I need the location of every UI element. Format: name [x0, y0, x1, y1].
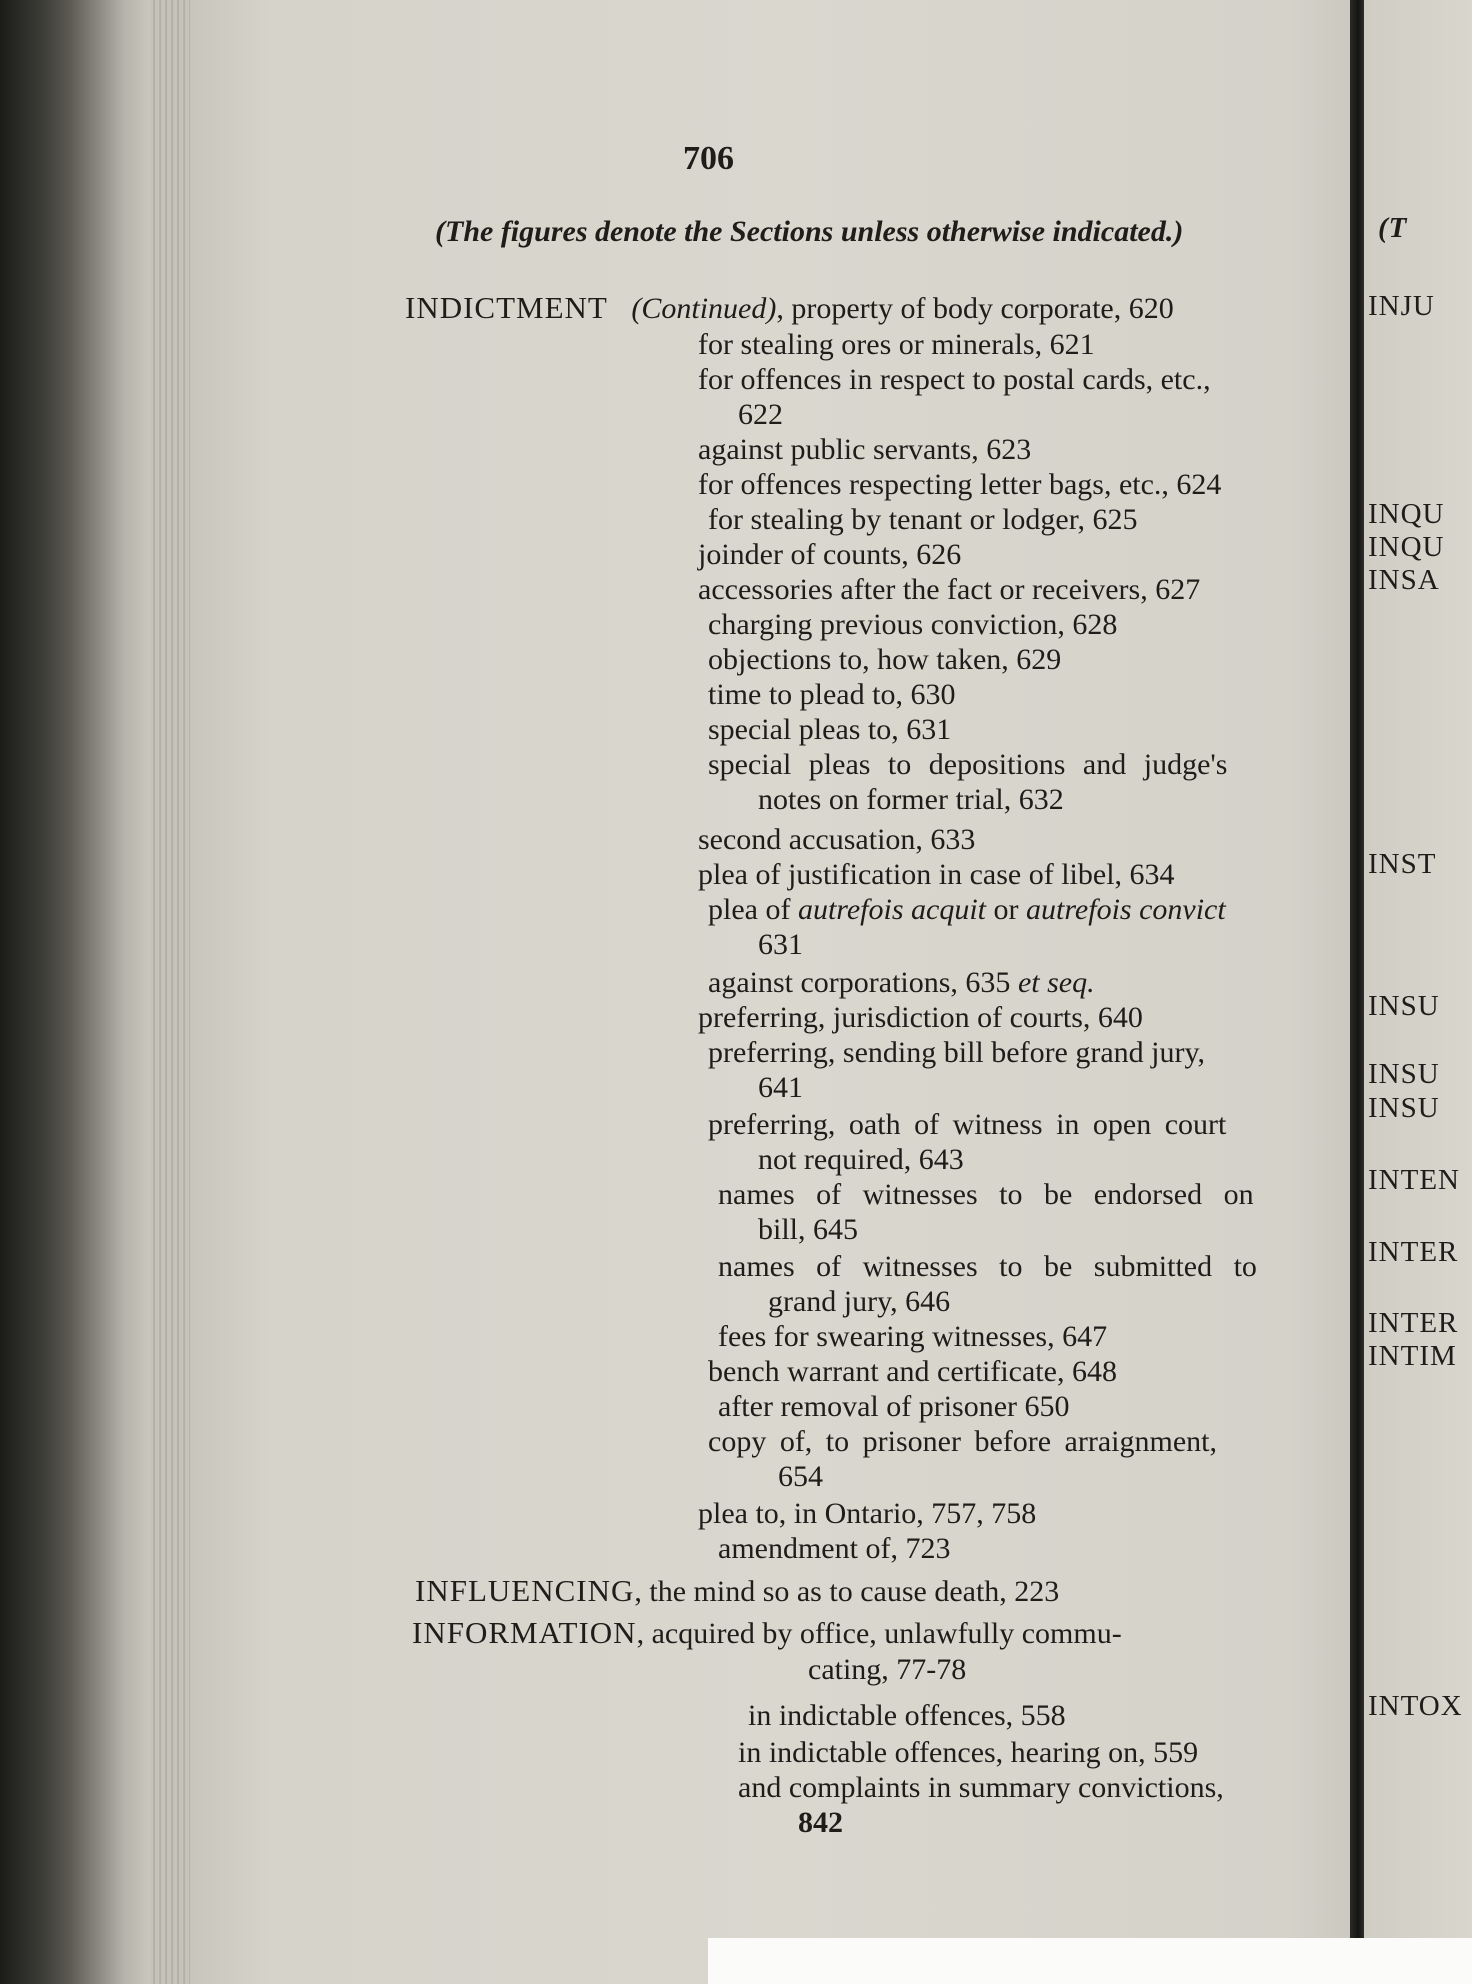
- index-entry: in indictable offences, hearing on, 559: [738, 1736, 1199, 1769]
- facing-fragment: INTOX: [1368, 1690, 1463, 1722]
- index-entry: amendment of, 723: [718, 1532, 951, 1565]
- facing-fragment: INQU: [1368, 498, 1445, 530]
- book-gutter: [1350, 0, 1364, 1984]
- facing-fragment: INTIM: [1368, 1340, 1457, 1372]
- index-entry: names of witnesses to be endorsed on: [718, 1178, 1254, 1211]
- index-entry: 842: [798, 1806, 843, 1839]
- index-entry: and complaints in summary convictions,: [738, 1771, 1224, 1804]
- corporations-text: against corporations, 635: [708, 966, 1018, 999]
- index-entry: 654: [778, 1460, 823, 1493]
- book-spine: [0, 0, 150, 1984]
- facing-fragment: INSU: [1368, 1092, 1440, 1124]
- influencing-text: , the mind so as to cause death, 223: [634, 1575, 1060, 1608]
- index-entry: copy of, to prisoner before arraignment,: [708, 1425, 1217, 1458]
- index-entry: special pleas to depositions and judge's: [708, 748, 1228, 781]
- indictment-first-entry: , property of body corporate, 620: [776, 292, 1174, 325]
- index-entry: accessories after the fact or receivers, 627: [698, 573, 1201, 606]
- index-entry: charging previous conviction, 628: [708, 608, 1118, 641]
- index-entry: plea of justification in case of libel, 634: [698, 858, 1175, 891]
- facing-fragment: INSU: [1368, 990, 1440, 1022]
- facing-fragment: INTER: [1368, 1307, 1459, 1339]
- index-entry: cating, 77-78: [808, 1653, 967, 1686]
- indictment-heading-line: [405, 290, 1174, 326]
- facing-fragment: INST: [1368, 848, 1437, 880]
- corporations-entry: [708, 965, 1095, 1000]
- page-edges: [150, 0, 190, 1984]
- index-entry: after removal of prisoner 650: [718, 1390, 1070, 1423]
- influencing-line: [415, 1573, 1059, 1609]
- index-entry: 641: [758, 1071, 803, 1104]
- index-entry: for stealing ores or minerals, 621: [698, 328, 1095, 361]
- index-entry: time to plead to, 630: [708, 678, 956, 711]
- autrefois-middle: or: [986, 893, 1027, 926]
- facing-page: [1364, 0, 1472, 1984]
- index-entry: 622: [738, 398, 783, 431]
- index-entry: grand jury, 646: [768, 1285, 951, 1318]
- index-entry: preferring, jurisdiction of courts, 640: [698, 1001, 1143, 1034]
- corporations-suffix: et seq.: [1017, 966, 1095, 999]
- index-entry: against public servants, 623: [698, 433, 1032, 466]
- information-text: , acquired by office, unlawfully commu-: [636, 1617, 1122, 1650]
- index-entry: objections to, how taken, 629: [708, 643, 1062, 676]
- facing-fragment: INSA: [1368, 564, 1440, 596]
- information-line: [412, 1615, 1122, 1651]
- scan-margin-patch: [708, 1938, 1472, 1984]
- facing-fragment: INQU: [1368, 531, 1445, 563]
- indictment-heading: INDICTMENT: [405, 290, 608, 325]
- index-entry: for offences respecting letter bags, etc., 624: [698, 468, 1222, 501]
- index-entry: in indictable offences, 558: [748, 1699, 1066, 1732]
- index-entry: fees for swearing witnesses, 647: [718, 1320, 1108, 1353]
- autrefois-prefix: plea of: [708, 893, 798, 926]
- information-heading: INFORMATION: [412, 1615, 637, 1650]
- index-page: [190, 0, 1360, 1984]
- index-entry: special pleas to, 631: [708, 713, 952, 746]
- index-entry: plea to, in Ontario, 757, 758: [698, 1497, 1037, 1530]
- index-entry: joinder of counts, 626: [698, 538, 962, 571]
- index-entry: for stealing by tenant or lodger, 625: [708, 503, 1138, 536]
- index-entry: preferring, sending bill before grand jury,: [708, 1036, 1206, 1069]
- facing-fragment: INJU: [1368, 290, 1435, 322]
- index-entry: 631: [758, 928, 803, 961]
- facing-fragment: INTER: [1368, 1236, 1459, 1268]
- index-entry: notes on former trial, 632: [758, 783, 1064, 816]
- facing-fragment: INSU: [1368, 1058, 1440, 1090]
- facing-fragment: INTEN: [1368, 1164, 1460, 1196]
- index-entry: bench warrant and certificate, 648: [708, 1355, 1117, 1388]
- index-entry: preferring, oath of witness in open court: [708, 1108, 1227, 1141]
- index-entry: for offences in respect to postal cards, etc.,: [698, 363, 1211, 396]
- index-entry: second accusation, 633: [698, 823, 976, 856]
- index-entry: bill, 645: [758, 1213, 859, 1246]
- influencing-heading: INFLUENCING: [415, 1573, 635, 1608]
- autrefois-entry: [708, 892, 1226, 927]
- page-number: 706: [683, 140, 734, 177]
- index-note: (The figures denote the Sections unless otherwise indicated.): [435, 215, 1184, 248]
- index-entry: names of witnesses to be submitted to: [718, 1250, 1257, 1283]
- index-entry: not required, 643: [758, 1143, 964, 1176]
- autrefois-term-1: autrefois acquit: [797, 893, 987, 926]
- autrefois-term-2: autrefois convict: [1026, 893, 1226, 926]
- continued-label: (Continued): [631, 292, 777, 325]
- facing-note-fragment: (T: [1378, 212, 1408, 244]
